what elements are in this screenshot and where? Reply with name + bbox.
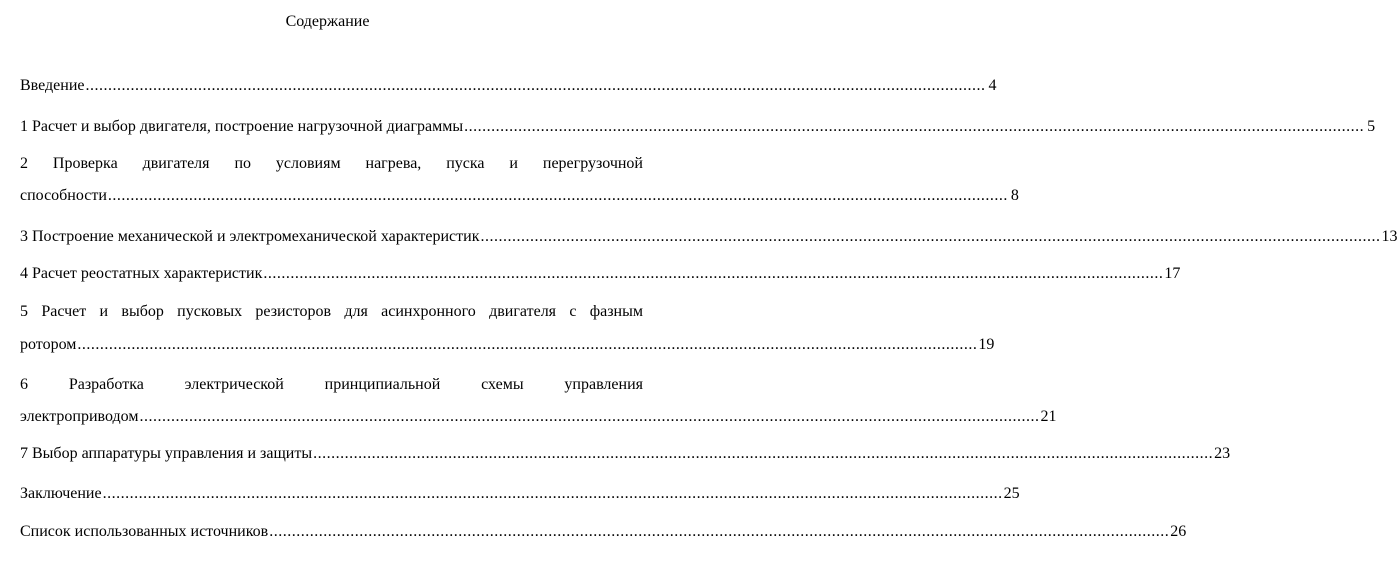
toc-page-number: 13: [1381, 228, 1397, 245]
toc-entry-text: ротором: [20, 336, 77, 353]
toc-page-number: 23: [1214, 445, 1231, 462]
toc-entry-text-line-1: 2 Проверка двигателя по условиям нагрева, пуска и перегрузочной: [20, 155, 643, 172]
toc-page-number: 21: [1040, 408, 1057, 425]
dot-leader: ........................................................................................................................................................................................................: [269, 523, 1170, 540]
toc-entry-text-line-1: 6 Разработка электрической принципиальной схемы управления: [20, 376, 643, 393]
toc-entry-text: Введение: [20, 77, 85, 94]
toc-entry-text: Заключение: [20, 485, 102, 502]
dot-leader: ........................................................................................................................................................................................................: [313, 445, 1214, 462]
page-title: Содержание: [285, 13, 370, 30]
toc-entry-text: Список использованных источников: [20, 523, 269, 540]
toc-entry-2[interactable]: [20, 154, 1019, 205]
toc-page-number: 4: [988, 77, 997, 94]
dot-leader: ........................................................................................................................................................................................................: [107, 187, 1008, 204]
toc-entry-introduction[interactable]: [20, 76, 997, 95]
toc-page-number: 5: [1367, 118, 1376, 135]
toc-entry-1[interactable]: [20, 117, 1376, 136]
toc-page-number: 26: [1170, 523, 1187, 540]
dot-leader: ........................................................................................................................................................................................................: [85, 77, 986, 94]
toc-entry-text: электроприводом: [20, 408, 139, 425]
toc-page-number: 17: [1164, 265, 1181, 282]
dot-leader: ........................................................................................................................................................................................................: [77, 336, 978, 353]
dot-leader: ........................................................................................................................................................................................................: [263, 265, 1164, 282]
toc-entry-3[interactable]: [20, 227, 1397, 246]
toc-page-number: 19: [978, 336, 995, 353]
dot-leader: ........................................................................................................................................................................................................: [102, 485, 1003, 502]
toc-entry-text: 1 Расчет и выбор двигателя, построение нагрузочной диаграммы: [20, 118, 464, 135]
dot-leader: ........................................................................................................................................................................................................: [480, 228, 1381, 245]
toc-entry-6[interactable]: [20, 375, 1057, 426]
toc-entry-text: 4 Расчет реостатных характеристик: [20, 265, 263, 282]
toc-entry-text: 3 Построение механической и электромеханической характеристик: [20, 228, 480, 245]
toc-entry-references[interactable]: [20, 522, 1187, 541]
toc-page-number: 25: [1003, 485, 1020, 502]
toc-entry-text: 7 Выбор аппаратуры управления и защиты: [20, 445, 313, 462]
toc-entry-text-line-1: 5 Расчет и выбор пусковых резисторов для асинхронного двигателя с фазным: [20, 303, 643, 320]
toc-entry-4[interactable]: [20, 264, 1181, 283]
toc-entry-7[interactable]: [20, 444, 1231, 463]
toc-entry-conclusion[interactable]: [20, 484, 1020, 503]
dot-leader: ........................................................................................................................................................................................................: [139, 408, 1040, 425]
dot-leader: ........................................................................................................................................................................................................: [464, 118, 1365, 135]
toc-entry-text: способности: [20, 187, 107, 204]
toc-page-number: 8: [1010, 187, 1019, 204]
toc-entry-5[interactable]: [20, 302, 995, 354]
